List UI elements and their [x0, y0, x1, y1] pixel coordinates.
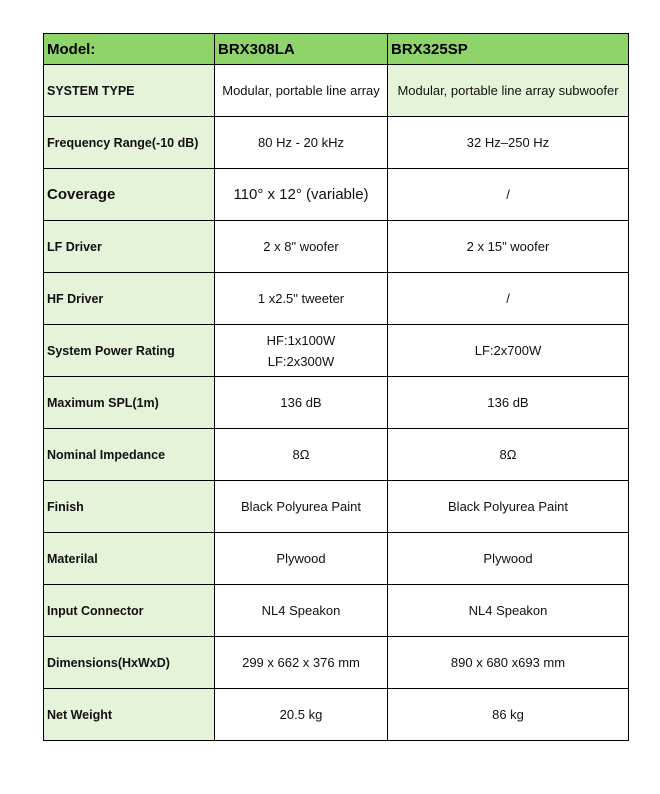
- row-label: Maximum SPL(1m): [44, 377, 215, 429]
- row-label: Finish: [44, 481, 215, 533]
- value-model-a: [215, 325, 388, 377]
- table-row: [44, 481, 629, 533]
- table-header-row: [44, 34, 629, 65]
- row-label: System Power Rating: [44, 325, 215, 377]
- value-model-b: 890 x 680 x693 mm: [388, 637, 629, 689]
- row-label: Nominal Impedance: [44, 429, 215, 481]
- value-model-b: /: [388, 169, 629, 221]
- value-model-a: Modular, portable line array: [215, 65, 388, 117]
- row-label: Dimensions(HxWxD): [44, 637, 215, 689]
- value-model-a: NL4 Speakon: [215, 585, 388, 637]
- value-line: LF:2x300W: [267, 353, 335, 369]
- table-row: [44, 325, 629, 377]
- table-row: [44, 585, 629, 637]
- value-model-b: NL4 Speakon: [388, 585, 629, 637]
- row-label: Net Weight: [44, 689, 215, 741]
- value-model-b: LF:2x700W: [388, 325, 629, 377]
- table-row: [44, 637, 629, 689]
- value-model-a: 110° x 12° (variable): [215, 169, 388, 221]
- value-model-b: 8Ω: [388, 429, 629, 481]
- value-model-a: Black Polyurea Paint: [215, 481, 388, 533]
- table-row: [44, 429, 629, 481]
- row-label: Input Connector: [44, 585, 215, 637]
- value-model-a: 136 dB: [215, 377, 388, 429]
- value-model-a: Plywood: [215, 533, 388, 585]
- table-row: [44, 377, 629, 429]
- value-model-b: Black Polyurea Paint: [388, 481, 629, 533]
- table-row: [44, 117, 629, 169]
- table-row: [44, 273, 629, 325]
- header-model-b: BRX325SP: [388, 34, 629, 65]
- value-model-b: 136 dB: [388, 377, 629, 429]
- value-model-a: 1 x2.5" tweeter: [215, 273, 388, 325]
- table-row: [44, 221, 629, 273]
- value-model-b: 2 x 15" woofer: [388, 221, 629, 273]
- value-line: HF:1x100W: [266, 332, 336, 348]
- row-label: HF Driver: [44, 273, 215, 325]
- table-row: [44, 169, 629, 221]
- value-model-a: 20.5 kg: [215, 689, 388, 741]
- row-label: LF Driver: [44, 221, 215, 273]
- value-model-b: 32 Hz–250 Hz: [388, 117, 629, 169]
- value-model-a: 299 x 662 x 376 mm: [215, 637, 388, 689]
- row-label: Coverage: [44, 169, 215, 221]
- header-model-a: BRX308LA: [215, 34, 388, 65]
- value-model-a: 80 Hz - 20 kHz: [215, 117, 388, 169]
- spec-table: [43, 33, 629, 741]
- value-model-a: 2 x 8" woofer: [215, 221, 388, 273]
- row-label: Materilal: [44, 533, 215, 585]
- row-label: Frequency Range(-10 dB): [44, 117, 215, 169]
- value-model-b: 86 kg: [388, 689, 629, 741]
- value-model-b: /: [388, 273, 629, 325]
- header-label: Model:: [44, 34, 215, 65]
- table-row: [44, 533, 629, 585]
- row-label: SYSTEM TYPE: [44, 65, 215, 117]
- table-row: [44, 65, 629, 117]
- value-model-b: Modular, portable line array subwoofer: [388, 65, 629, 117]
- value-model-a: 8Ω: [215, 429, 388, 481]
- value-model-b: Plywood: [388, 533, 629, 585]
- table-row: [44, 689, 629, 741]
